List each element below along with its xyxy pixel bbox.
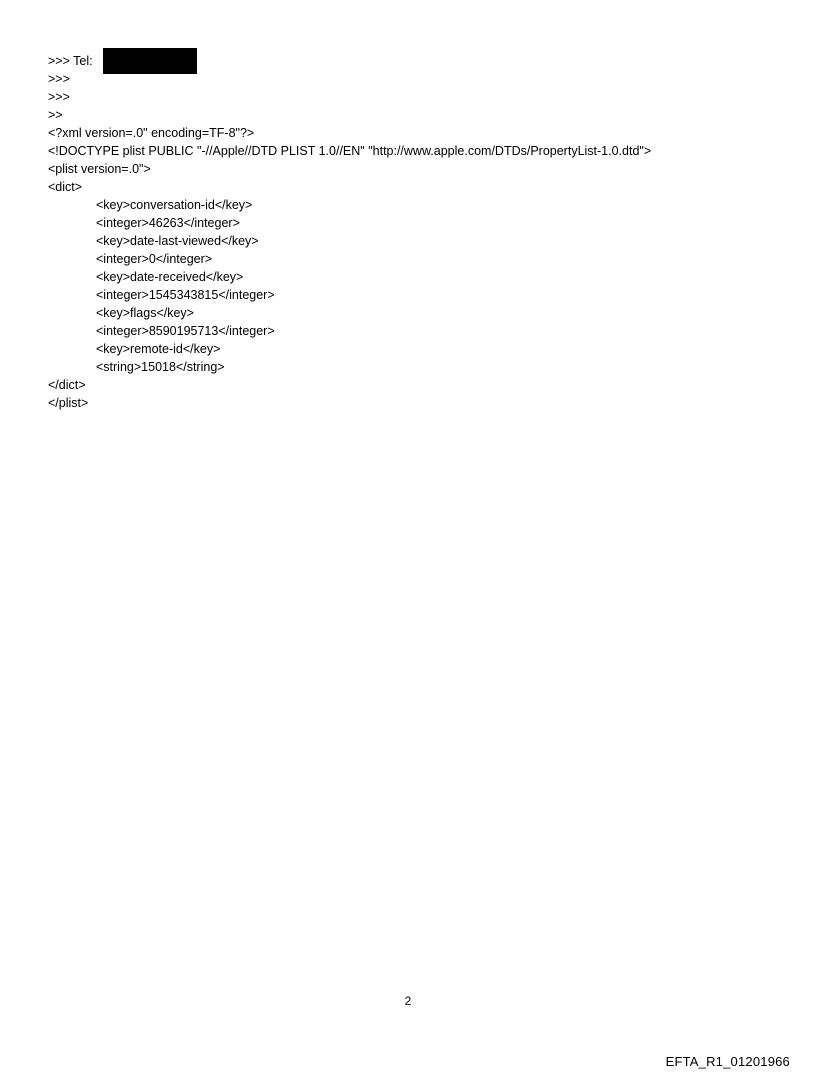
plist-entry: <key>remote-id</key>: [96, 342, 221, 356]
plist-entry: <key>flags</key>: [96, 306, 194, 320]
plist-entry: <key>conversation-id</key>: [96, 198, 253, 212]
plist-entry: <integer>8590195713</integer>: [96, 324, 275, 338]
plist-entry: <key>date-received</key>: [96, 270, 244, 284]
plist-entry: <key>date-last-viewed</key>: [96, 234, 259, 248]
xml-declaration: <?xml version=.0" encoding=TF-8"?>: [48, 126, 255, 140]
dict-close-tag: </dict>: [48, 378, 86, 392]
tel-line: [48, 48, 788, 70]
plist-entry: <integer>1545343815</integer>: [96, 288, 275, 302]
quote-line: >>>: [48, 72, 70, 86]
plist-entry: <integer>46263</integer>: [96, 216, 240, 230]
page-number: 2: [404, 994, 412, 1008]
redaction-block: [103, 48, 197, 74]
plist-entry: <integer>0</integer>: [96, 252, 213, 266]
plist-entry: <string>15018</string>: [96, 360, 225, 374]
bates-number: EFTA_R1_01201966: [665, 1054, 790, 1069]
quote-line: >>>: [48, 90, 70, 104]
document-body: [48, 48, 788, 412]
doctype-line: <!DOCTYPE plist PUBLIC "-//Apple//DTD PLIST 1.0//EN" "http://www.apple.com/DTDs/PropertyList-1.0.dtd">: [48, 144, 652, 158]
plist-close-tag: </plist>: [48, 396, 89, 410]
tel-label: >>> Tel:: [48, 54, 93, 68]
quote-line: >>: [48, 108, 63, 122]
plist-open-tag: <plist version=.0">: [48, 162, 151, 176]
dict-open-tag: <dict>: [48, 180, 83, 194]
